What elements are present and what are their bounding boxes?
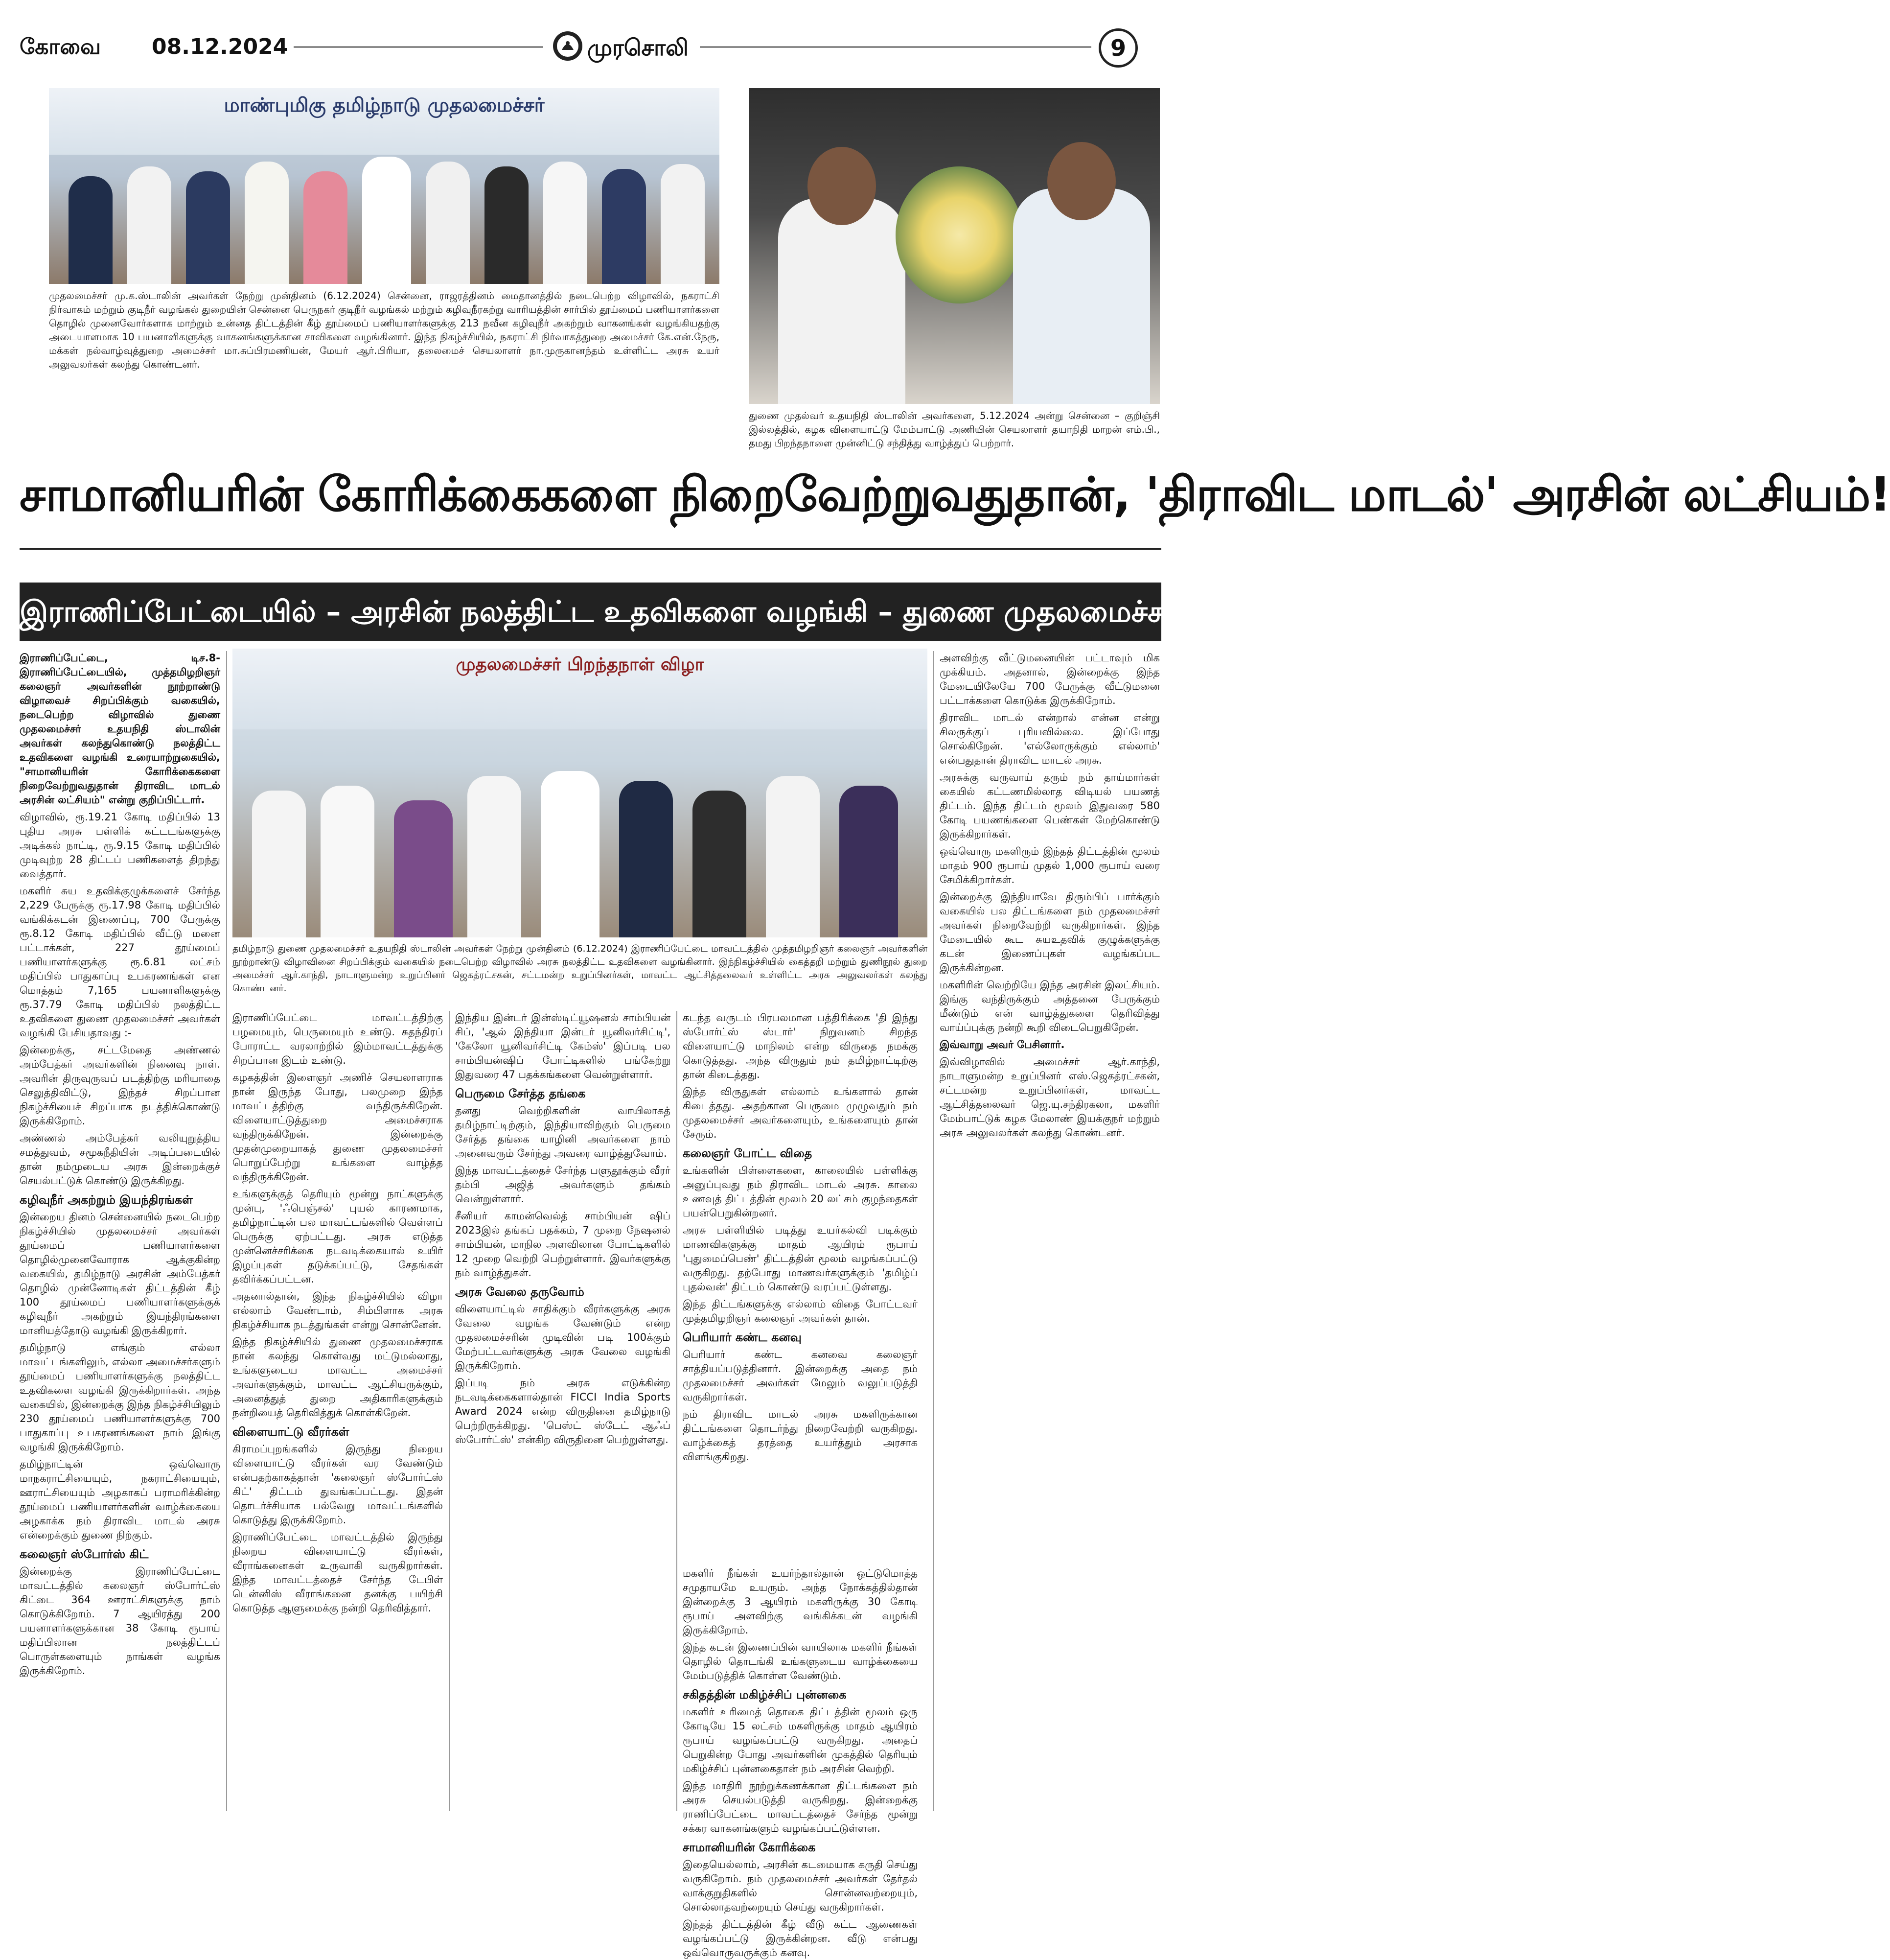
article-para: இன்றைய தினம் சென்னையில் நடைபெற்ற நிகழ்ச்சியில் முதலமைச்சர் அவர்கள் தூய்மைப் பணியாளர்களை தொழில்முனைவோராக ஆக்குகின்ற வகையில், தமிழ்நாடு அரசின் அம்பேத்கர் தொழில் முன்னோடிகள் திட்டத்தின் கீழ் 100 தூய்மைப் பணியாளர்களுக்குக் கழிவுநீர் அகற்றும் இயந்திரங்களை மானியத்தோடு வழங்கி இருக்கிறார். xyxy=(20,1211,220,1336)
article-para: அதனால்தான், இந்த நிகழ்ச்சியில் விழா எல்லாம் வேண்டாம், சிம்பிளாக அரசு நிகழ்ச்சியாக நடத்துங்கள் என்று சொன்னேன். xyxy=(232,1290,443,1330)
article-para: இந்திய இன்டர் இன்ஸ்டிட்யூஷனல் சாம்பியன் சிப், 'ஆல் இந்தியா இன்டர் யூனிவர்சிட்டி', 'கேலோ யூனிவர்சிட்டி கேம்ஸ்' இப்படி பல சாம்பியன்ஷிப் போட்டிகளில் பங்கேற்று இதுவரை 47 பதக்கங்களை வென்றுள்ளார். xyxy=(455,1012,670,1080)
column-rule xyxy=(226,651,227,1811)
top-right-caption: துணை முதல்வர் உதயநிதி ஸ்டாலின் அவர்களை, 5.12.2024 அன்று சென்னை – குறிஞ்சி இல்லத்தில், கழக விளையாட்டு மேம்பாட்டு அணியின் செயலாளர் தயாநிதி மாறன் எம்.பி., தமது பிறந்தநாளை முன்னிட்டு சந்தித்து வாழ்த்துப் பெற்றார். xyxy=(749,410,1160,449)
article-subheading: சாமானியரின் கோரிக்கை xyxy=(683,1841,816,1854)
article-column-2 xyxy=(232,1011,443,1811)
center-photo-caption: தமிழ்நாடு துணை முதலமைச்சர் உதயநிதி ஸ்டாலின் அவர்கள் நேற்று முன்தினம் (6.12.2024) இராணிப்பேட்டை மாவட்டத்தில் முத்தமிழறிஞர் கலைஞர் அவர்களின் நூற்றாண்டு விழாவினை சிறப்பிக்கும் வகையில் நடைபெற்ற விழாவில் அரசு நலத்திட்ட உதவிகளை வழங்கினார். இந்நிகழ்ச்சியில் கைத்தறி மற்றும் துணிநூல் துறை அமைச்சர் ஆர்.காந்தி, நாடாளுமன்ற உறுப்பினர் ஜெகத்ரட்சகன், சட்டமன்ற உறுப்பினர்கள், மாவட்ட ஆட்சித்தலைவர் உள்ளிட்ட அரசு அலுவலர்கள் கலந்து கொண்டனர். xyxy=(232,943,927,994)
article-para: மகளிர் நீங்கள் உயர்ந்தால்தான் ஒட்டுமொத்த சமுதாயமே உயரும். அந்த நோக்கத்தில்தான் இன்றைக்கு 3 ஆயிரம் மகளிருக்கு 30 கோடி ரூபாய் அளவிற்கு வங்கிக்கடன் வழங்கி இருக்கிறோம். xyxy=(683,1567,918,1636)
masthead-date: 08.12.2024 xyxy=(152,34,288,59)
masthead-paper-name: முரசொலி xyxy=(587,34,689,61)
article-para: இந்த நிகழ்ச்சியில் துணை முதலமைச்சராக நான் கலந்து கொள்வது மட்டுமல்லாது, உங்களுடைய மாவட்ட அமைச்சர் அவர்களுக்கும், மாவட்ட ஆட்சியருக்கும், அனைத்துத் துறை அதிகாரிகளுக்கும் நன்றியைத் தெரிவித்துக் கொள்கிறேன். xyxy=(232,1336,443,1419)
flower-bouquet xyxy=(896,166,1023,303)
article-column-3 xyxy=(455,1011,670,1811)
article-para: விளையாட்டில் சாதிக்கும் வீரர்களுக்கு அரசு வேலை வழங்க வேண்டும் என்ற முதலமைச்சரின் முடிவின் படி 100க்கும் மேற்பட்டவர்களுக்கு அரசு வேலை வழங்கி இருக்கிறோம். xyxy=(455,1303,670,1372)
article-para: திராவிட மாடல் என்றால் என்ன என்று சிலருக்குப் புரியவில்லை. இப்போது சொல்கிறேன். 'எல்லோருக்கும் எல்லாம்' என்பதுதான் திராவிட மாடல் அரசு. xyxy=(940,712,1160,766)
paper-logo-icon xyxy=(553,31,582,61)
center-photo-banner-text: முதலமைச்சர் பிறந்தநாள் விழா xyxy=(456,654,704,675)
masthead xyxy=(20,34,1161,64)
article-para: அண்ணல் அம்பேத்கர் வலியுறுத்திய சமத்துவம், சமூகநீதியின் அடிப்படையில் தான் நம்முடைய அரசு இன்றைக்குச் செயல்பட்டுக் கொண்டு இருக்கிறது. xyxy=(20,1132,220,1187)
article-lead: இராணிப்பேட்டை, டிச.8- இராணிப்பேட்டையில், முத்தமிழறிஞர் கலைஞர் அவர்களின் நூற்றாண்டு விழாவைச் சிறப்பிக்கும் வகையில், நடைபெற்ற விழாவில் துணை முதலமைச்சர் உதயநிதி ஸ்டாலின் அவர்கள் கலந்துகொண்டு நலத்திட்ட உதவிகளை வழங்கி உரையாற்றுகையில், "சாமானியரின் கோரிக்கைகளை நிறைவேற்றுவதுதான் திராவிட மாடல் அரசின் லட்சியம்" என்று குறிப்பிட்டார். xyxy=(20,652,220,806)
article-para: இந்த மாவட்டத்தைச் சேர்ந்த பளுதூக்கும் வீரர் தம்பி அஜித் அவர்களும் தங்கம் வென்றுள்ளார். xyxy=(455,1165,670,1205)
column-rule xyxy=(449,1011,450,1811)
article-column-1 xyxy=(20,651,220,1811)
person-left xyxy=(778,198,905,404)
article-subheading: கலைஞர் ஸ்போர்ஸ் கிட் xyxy=(20,1547,149,1561)
article-para: பெரியார் கண்ட கனவை கலைஞர் சாத்தியப்படுத்தினார். இன்றைக்கு அதை நம் முதலமைச்சர் அவர்கள் மேலும் வலுப்படுத்தி வருகிறார்கள். xyxy=(683,1349,918,1403)
center-photo-figures xyxy=(232,729,927,937)
main-headline: சாமானியரின் கோரிக்கைகளை நிறைவேற்றுவதுதான், 'திராவிட மாடல்' அரசின் லட்சியம்! xyxy=(20,467,1890,522)
article-subheading: கலைஞர் போட்ட விதை xyxy=(683,1146,812,1160)
article-column-5 xyxy=(683,1566,918,1959)
article-para: ஒவ்வொரு மகளிரும் இந்தத் திட்டத்தின் மூலம் மாதம் 900 ரூபாய் முதல் 1,000 ரூபாய் வரை சேமிக்கிறார்கள். xyxy=(940,845,1160,886)
article-para: இந்த விருதுகள் எல்லாம் உங்களால் தான் கிடைத்தது. அதற்கான பெருமை முழுவதும் நம் முதலமைச்சர் அவர்களையும், உங்களையும் தான் சேரும். xyxy=(683,1086,918,1140)
article-column-6 xyxy=(940,651,1160,1811)
article-para: அரசு பள்ளியில் படித்து உயர்கல்வி படிக்கும் மாணவிகளுக்கு மாதம் ஆயிரம் ரூபாய் 'புதுமைப்பெண்' திட்டத்தின் மூலம் வழங்கப்பட்டு வருகிறது. தற்போது மாணவர்களுக்கும் 'தமிழ்ப் புதல்வன்' திட்டம் கொண்டு வரப்பட்டுள்ளது. xyxy=(683,1224,918,1293)
article-para: இந்த கடன் இணைப்பின் வாயிலாக மகளிர் நீங்கள் தொழில் தொடங்கி உங்களுடைய வாழ்க்கையை மேம்படுத்திக் கொள்ள வேண்டும். xyxy=(683,1641,918,1681)
article-para: நம் திராவிட மாடல் அரசு மகளிருக்கான திட்டங்களை தொடர்ந்து நிறைவேற்றி வருகிறது. வாழ்க்கைத் தரத்தை உயர்த்தும் அரசாக விளங்குகிறது. xyxy=(683,1408,918,1463)
article-subheading: சகிதத்தின் மகிழ்ச்சிப் புன்னகை xyxy=(683,1688,847,1702)
top-left-caption: முதலமைச்சர் மு.க.ஸ்டாலின் அவர்கள் நேற்று முன்தினம் (6.12.2024) சென்னை, ராஜரத்தினம் மைதானத்தில் நடைபெற்ற விழாவில், நகராட்சி நிர்வாகம் மற்றும் குடிநீர் வழங்கல் துறையின் சென்னை பெருநகர் குடிநீர் வழங்கல் மற்றும் கழிவுநீரகற்று வாரியத்தின் சார்பில் தூய்மைப் பணியாளர்களை தொழில் முனைவோர்களாக மாற்றும் உன்னத திட்டத்தின் கீழ் தூய்மைப் பணியாளர்களுக்கு 213 நவீன கழிவுநீர் அகற்றும் வாகனங்கள் வழங்கியதற்கு அடையாளமாக 10 பயனாளிகளுக்கு வாகனங்களுக்கான சாவிகளை வழங்கினார். இந்த நிகழ்ச்சியில், நகராட்சி நிர்வாகத்துறை அமைச்சர் கே.என்.நேரு, மக்கள் நல்வாழ்வுத்துறை அமைச்சர் மா.சுப்பிரமணியன், மேயர் ஆர்.பிரியா, தலைமைச் செயலாளர் நா.முருகானந்தம் உள்ளிட்ட அரசு உயர் அலுவலர்கள் கலந்து கொண்டனர். xyxy=(49,290,719,370)
article-subheading: பெரியார் கண்ட கனவு xyxy=(683,1330,802,1344)
article-para: உங்களுக்குத் தெரியும் மூன்று நாட்களுக்கு முன்பு, 'ஃபெஞ்சல்' புயல் காரணமாக, தமிழ்நாட்டின் பல மாவட்டங்களில் வெள்ளப் பெருக்கு ஏற்பட்டது. அரசு எடுத்த முன்னெச்சரிக்கை நடவடிக்கையால் உயிர் இழப்புகள் தடுக்கப்பட்டு, சேதங்கள் தவிர்க்கப்பட்டன. xyxy=(232,1188,443,1285)
article-para: இன்றைக்கு, சட்டமேதை அண்ணல் அம்பேத்கர் அவர்களின் நினைவு நாள். அவரின் திருவுருவப் படத்திற்கு மரியாதை செலுத்திவிட்டு, இந்தச் சிறப்பான நிகழ்ச்சியைச் சிறப்பாக நடத்திக்கொண்டு இருக்கிறோம். xyxy=(20,1044,220,1127)
article-para: மகளிர் சுய உதவிக்குழுக்களைச் சேர்ந்த 2,229 பேருக்கு ரூ.17.98 கோடி மதிப்பில் வங்கிக்கடன் இணைப்பு, 700 பேருக்கு ரூ.8.12 கோடி மதிப்பில் வீட்டு மனை பட்டாக்கள், 227 தூய்மைப் பணியாளர்களுக்கு ரூ.6.81 லட்சம் மதிப்பில் பாதுகாப்பு உபகரணங்கள் என மொத்தம் 7,165 பயனாளிகளுக்கு ரூ.37.79 கோடி மதிப்பில் நலத்திட்ட உதவிகளை துணை முதலமைச்சர் அவர்கள் வழங்கி பேசியதாவது :- xyxy=(20,885,220,1039)
article-para: அளவிற்கு வீட்டுமனையின் பட்டாவும் மிக முக்கியம். அதனால், இன்றைக்கு இந்த மேடையிலேயே 700 பேருக்கு வீட்டுமனை பட்டாக்களை கொடுக்க இருக்கிறோம். xyxy=(940,652,1160,706)
article-subheading: பெருமை சேர்த்த தங்கை xyxy=(455,1087,586,1100)
article-subheading: கழிவுநீர் அகற்றும் இயந்திரங்கள் xyxy=(20,1193,193,1207)
article-para: இன்றைக்கு இராணிப்பேட்டை மாவட்டத்தில் கலைஞர் ஸ்போர்ட்ஸ் கிட்டை 364 ஊராட்சிகளுக்கு நாம் கொடுக்கிறோம். 7 ஆயிரத்து 200 பயனாளர்களுக்கான 38 கோடி ரூபாய் மதிப்பிலான நலத்திட்டப் பொருள்களையும் நாங்கள் வழங்க இருக்கிறோம். xyxy=(20,1565,220,1677)
person-right-head xyxy=(1047,142,1116,220)
person-right xyxy=(1013,188,1150,404)
article-para: கிராமப்புறங்களில் இருந்து நிறைய விளையாட்டு வீரர்கள் வர வேண்டும் என்பதற்காகத்தான் 'கலைஞர் ஸ்போர்ட்ஸ் கிட்' திட்டம் துவங்கப்பட்டது. இதன் தொடர்ச்சியாக பல்வேறு மாவட்டங்களில் கொடுத்து இருக்கிறோம். xyxy=(232,1443,443,1526)
article-para: மகளிரின் வெற்றியே இந்த அரசின் இலட்சியம். இங்கு வந்திருக்கும் அத்தனை பேருக்கும் மீண்டும் என் வாழ்த்துகளை தெரிவித்து வாய்ப்புக்கு நன்றி கூறி விடைபெறுகிறேன். xyxy=(940,979,1160,1033)
center-photo xyxy=(232,649,927,937)
article-para: இந்தத் திட்டத்தின் கீழ் வீடு கட்ட ஆணைகள் வழங்கப்பட்டு இருக்கின்றன. வீடு என்பது ஒவ்வொருவருக்கும் கனவு. xyxy=(683,1918,918,1959)
article-para: அரசுக்கு வருவாய் தரும் நம் தாய்மார்கள் கையில் கட்டணமில்லாத விடியல் பயணத் திட்டம். இந்த திட்டம் மூலம் இதுவரை 580 கோடி பயணங்களை பெண்கள் மேற்கொண்டு இருக்கிறார்கள். xyxy=(940,771,1160,840)
article-para: தமிழ்நாடு எங்கும் எல்லா மாவட்டங்களிலும், எல்லா அமைச்சர்களும் தூய்மைப் பணியாளர்களுக்கு நலத்திட்ட உதவிகளை வழங்கி இருக்கிறார்கள். அந்த வகையில், இன்றைக்கு இந்த நிகழ்ச்சியிலும் 230 தூய்மைப் பணியாளர்களுக்கு 700 பாதுகாப்பு உபகரணங்களை நாம் இங்கு வழங்கி இருக்கிறோம். xyxy=(20,1342,220,1453)
article-para: இராணிப்பேட்டை மாவட்டத்திற்கு பழமையும், பெருமையும் உண்டு. சுதந்திரப் போராட்ட வரலாற்றில் இம்மாவட்டத்துக்கு சிறப்பான இடம் உண்டு. xyxy=(232,1012,443,1066)
article-para: இவ்வாறு அவர் பேசினார். xyxy=(940,1039,1065,1050)
page-number: 9 xyxy=(1099,28,1138,68)
column-rule xyxy=(676,1011,677,1811)
article-subheading: அரசு வேலை தருவோம் xyxy=(455,1285,584,1299)
masthead-city: கோவை xyxy=(20,34,101,59)
article-para: விழாவில், ரூ.19.21 கோடி மதிப்பில் 13 புதிய அரசு பள்ளிக் கட்டடங்களுக்கு அடிக்கல் நாட்டி, ரூ.9.15 கோடி மதிப்பில் முடிவுற்ற 28 திட்டப் பணிகளைத் திறந்து வைத்தார். xyxy=(20,811,220,880)
subheadline: இராணிப்பேட்டையில் – அரசின் நலத்திட்ட உதவிகளை வழங்கி – துணை முதலமைச்சர் உதயநிதி ஸ்டாலின் உரை! xyxy=(20,595,1541,629)
person-left-head xyxy=(807,147,876,225)
article-para: கழகத்தின் இளைஞர் அணிச் செயலாளராக நான் இருந்த போது, பலமுறை இந்த மாவட்டத்திற்கு வந்திருக்கிறேன். விளையாட்டுத்துறை அமைச்சராக வந்திருக்கிறேன். இன்றைக்கு முதன்முறையாகத் துணை முதலமைச்சர் பொறுப்பேற்று உங்களை வாழ்த்த வந்திருக்கிறேன். xyxy=(232,1072,443,1183)
subheadline-box xyxy=(20,583,1541,641)
photo-figures xyxy=(49,143,719,284)
top-left-photo xyxy=(49,88,719,284)
center-photo-banner xyxy=(232,649,927,729)
top-right-photo xyxy=(749,88,1160,404)
article-para: இராணிப்பேட்டை மாவட்டத்தில் இருந்து நிறைய விளையாட்டு வீரர்கள், வீராங்கனைகள் உருவாகி வருகிறார்கள். இந்த மாவட்டத்தைச் சேர்ந்த டேபிள் டென்னிஸ் வீராங்கனை தனக்கு பயிற்சி கொடுத்த ஆளுமைக்கு நன்றி தெரிவித்தார். xyxy=(232,1531,443,1614)
article-para: சீனியர் காமன்வெல்த் சாம்பியன் ஷிப் 2023இல் தங்கப் பதக்கம், 7 முறை நேஷனல் சாம்பியன், மாநில அளவிலான போட்டிகளில் 12 முறை வெற்றி பெற்றுள்ளார். இவர்களுக்கு நம் வாழ்த்துகள். xyxy=(455,1210,670,1279)
article-para: தனது வெற்றிகளின் வாயிலாகத் தமிழ்நாட்டிற்கும், இந்தியாவிற்கும் பெருமை சேர்த்த தங்கை யாழினி அவர்களை நாம் அனைவரும் சேர்ந்து அவரை வாழ்த்துவோம். xyxy=(455,1105,670,1159)
column-rule xyxy=(933,651,934,1811)
article-para: உங்களின் பிள்ளைகளை, காலையில் பள்ளிக்கு அனுப்புவது நம் திராவிட மாடல் அரசு. காலை உணவுத் திட்டத்தின் மூலம் 20 லட்சம் குழந்தைகள் பயன்பெறுகின்றனர். xyxy=(683,1165,918,1219)
headline-rule xyxy=(20,548,1161,550)
article-para: தமிழ்நாட்டின் ஒவ்வொரு மாநகராட்சியையும், நகராட்சியையும், ஊராட்சியையும் அழகாகப் பராமரிக்கின்ற தூய்மைப் பணியாளர்களின் வாழ்க்கையை அழகாக்க நம் திராவிட மாடல் அரசு என்றைக்கும் துணை நிற்கும். xyxy=(20,1458,220,1541)
masthead-rule-left xyxy=(294,46,543,48)
article-para: இவ்விழாவில் அமைச்சர் ஆர்.காந்தி, நாடாளுமன்ற உறுப்பினர் எஸ்.ஜெகத்ரட்சகன், சட்டமன்ற உறுப்பினர்கள், மாவட்ட ஆட்சித்தலைவர் ஜெ.யு.சந்திரகலா, மகளிர் மேம்பாட்டுக் கழக மேலாண் இயக்குநர் மற்றும் அரசு அலுவலர்கள் கலந்து கொண்டனர். xyxy=(940,1056,1160,1139)
article-para: கடந்த வருடம் பிரபலமான பத்திரிக்கை 'தி இந்து ஸ்போர்ட்ஸ் ஸ்டார்' நிறுவனம் சிறந்த விளையாட்டு மாநிலம் என்ற விருதை நமக்கு கொடுத்தது. அந்த விருதும் நம் தமிழ்நாட்டிற்கு தான் கிடைத்தது. xyxy=(683,1012,918,1080)
article-para: இதையெல்லாம், அரசின் கடமையாக கருதி செய்து வருகிறோம். நம் முதலமைச்சர் அவர்கள் தேர்தல் வாக்குறுதிகளில் சொன்னவற்றையும், சொல்லாதவற்றையும் செய்து வருகிறார்கள். xyxy=(683,1859,918,1913)
article-para: இந்த திட்டங்களுக்கு எல்லாம் விதை போட்டவர் முத்தமிழறிஞர் கலைஞர் அவர்கள் தான். xyxy=(683,1298,918,1324)
article-para: இந்த மாதிரி நூற்றுக்கணக்கான திட்டங்களை நம் அரசு செயல்படுத்தி வருகிறது. இன்றைக்கு ராணிப்பேட்டை மாவட்டத்தைச் சேர்ந்த மூன்று சக்கர வாகனங்களும் வழங்கப்பட்டுள்ளன. xyxy=(683,1780,918,1834)
article-para: இப்படி நம் அரசு எடுக்கின்ற நடவடிக்கைகளால்தான் FICCI India Sports Award 2024 என்ற விருதினை தமிழ்நாடு பெற்றிருக்கிறது. 'பெஸ்ட் ஸ்டேட் ஆஃப் ஸ்போர்ட்ஸ்' என்கிற விருதினை பெற்றுள்ளது. xyxy=(455,1377,670,1446)
article-para: இன்றைக்கு இந்தியாவே திரும்பிப் பார்க்கும் வகையில் பல திட்டங்களை நம் முதலமைச்சர் அவர்கள் நிறைவேற்றி வருகிறார்கள். இந்த மேடையில் கூட சுயஉதவிக் குழுக்களுக்கு கடன் இணைப்புகள் வழங்கப்பட இருக்கின்றன. xyxy=(940,891,1160,974)
photo-banner-text: மாண்புமிகு தமிழ்நாடு முதலமைச்சர் xyxy=(224,94,545,117)
article-para: மகளிர் உரிமைத் தொகை திட்டத்தின் மூலம் ஒரு கோடியே 15 லட்சம் மகளிருக்கு மாதம் ஆயிரம் ரூபாய் வழங்கப்பட்டு வருகிறது. அதைப் பெறுகின்ற போது அவர்களின் முகத்தில் தெரியும் மகிழ்ச்சிப் புன்னகைதான் நம் அரசின் வெற்றி. xyxy=(683,1706,918,1774)
article-subheading: விளையாட்டு வீரர்கள் xyxy=(232,1425,349,1439)
masthead-rule-right xyxy=(700,46,1091,48)
